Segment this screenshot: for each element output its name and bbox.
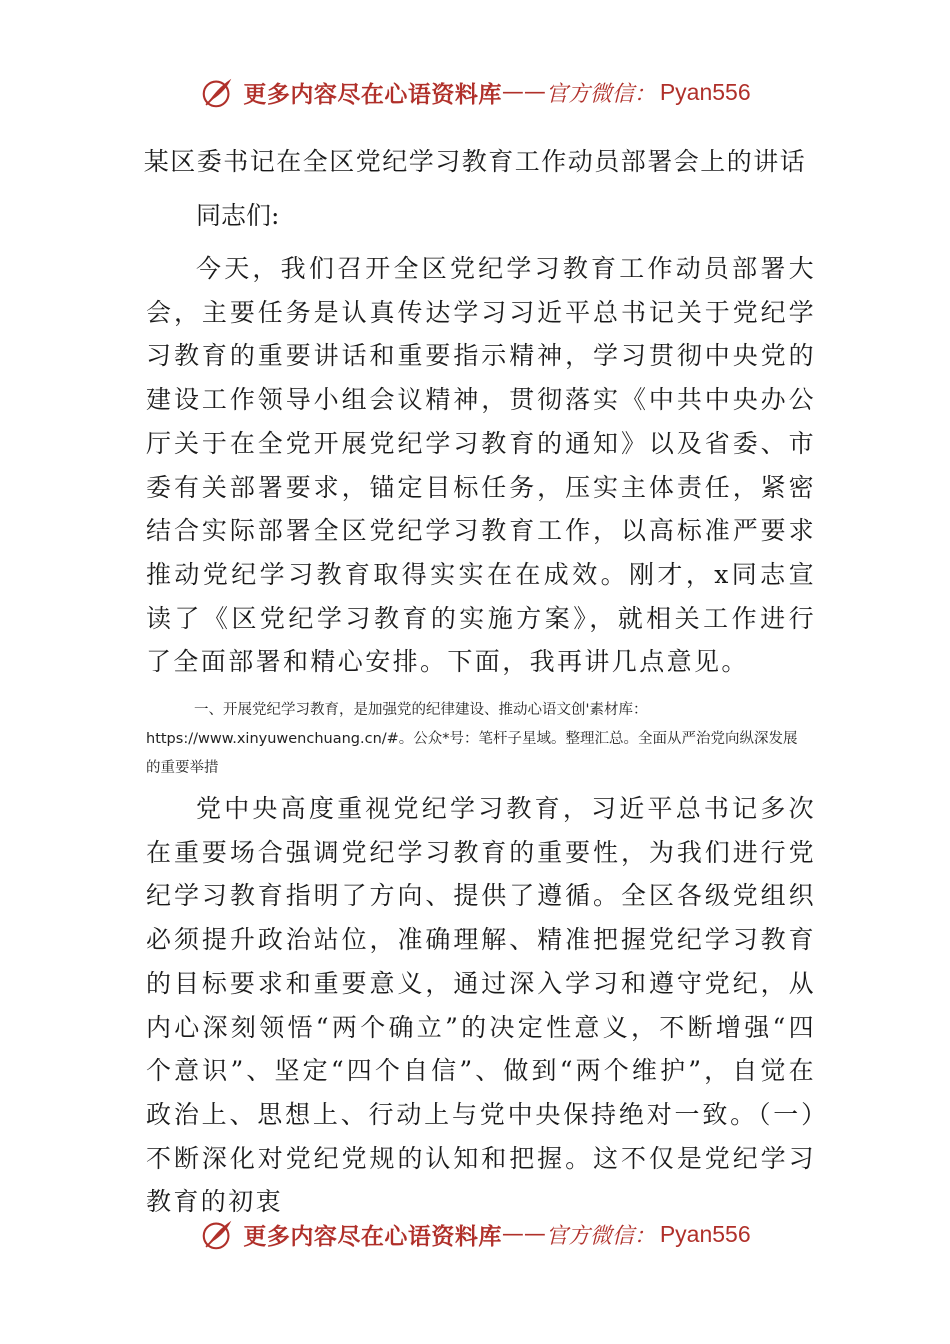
banner-wechat-id: Pyan556 xyxy=(659,78,751,105)
feather-pen-logo-icon xyxy=(199,73,237,111)
watermark-banner-top xyxy=(0,70,950,114)
body-paragraph-1: 今天，我们召开全区党纪学习教育工作动员部署大会，主要任务是认真传达学习习近平总书记关于党纪学习教育的重要讲话和重要指示精神，学习贯彻中央党的建设工作领导小组会议精神，贯彻落实《中共中央办公厅关于在全党开展党纪学习教育的通知》以及省委、市委有关部署要求，锚定目标任务，压实主体责任，紧密结合实际部署全区党纪学习教育工作，以高标准严要求推动党纪学习教育取得实实在在成效。刚才，x同志宣读了《区党纪学习教育的实施方案》，就相关工作进行了全面部署和精心安排。下面，我再讲几点意见。 xyxy=(146,254,816,677)
banner-separator: —— xyxy=(501,79,546,105)
banner-brand-text: 更多内容尽在心语资料库 xyxy=(243,80,502,108)
document-title: 某区委书记在全区党纪学习教育工作动员部署会上的讲话 xyxy=(143,147,807,176)
watermark-banner-bottom xyxy=(0,1212,950,1256)
banner-wechat-label: 官方微信： xyxy=(545,1223,656,1249)
salutation: 同志们: xyxy=(196,201,280,230)
banner-separator: —— xyxy=(501,1221,546,1247)
banner-wechat-label: 官方微信： xyxy=(545,81,656,107)
banner-wechat-id: Pyan556 xyxy=(659,1220,751,1247)
feather-pen-logo-icon xyxy=(199,1215,237,1253)
body-paragraph-2: 党中央高度重视党纪学习教育，习近平总书记多次在重要场合强调党纪学习教育的重要性，为我们进行党纪学习教育指明了方向、提供了遵循。全区各级党组织必须提升政治站位，准确理解、精准把握党纪学习教育的目标要求和重要意义，通过深入学习和遵守党纪，从内心深刻领悟“两个确立”的决定性意义，不断增强“四个意识”、坚定“四个自信”、做到“两个维护”，自觉在政治上、思想上、行动上与党中央保持绝对一致。（一）不断深化对党纪党规的认知和把握。这不仅是党纪学习教育的初衷 xyxy=(146,794,816,1217)
banner-brand-text: 更多内容尽在心语资料库 xyxy=(243,1222,502,1250)
section-heading-1: 一、开展党纪学习教育，是加强党的纪律建设、推动心语文创'素材库：https://www.xinyuwenchuang.cn/#。公众*号：笔杆子星域。整理汇总。全面从严治党向纵深发展的重要举措 xyxy=(146,702,798,776)
